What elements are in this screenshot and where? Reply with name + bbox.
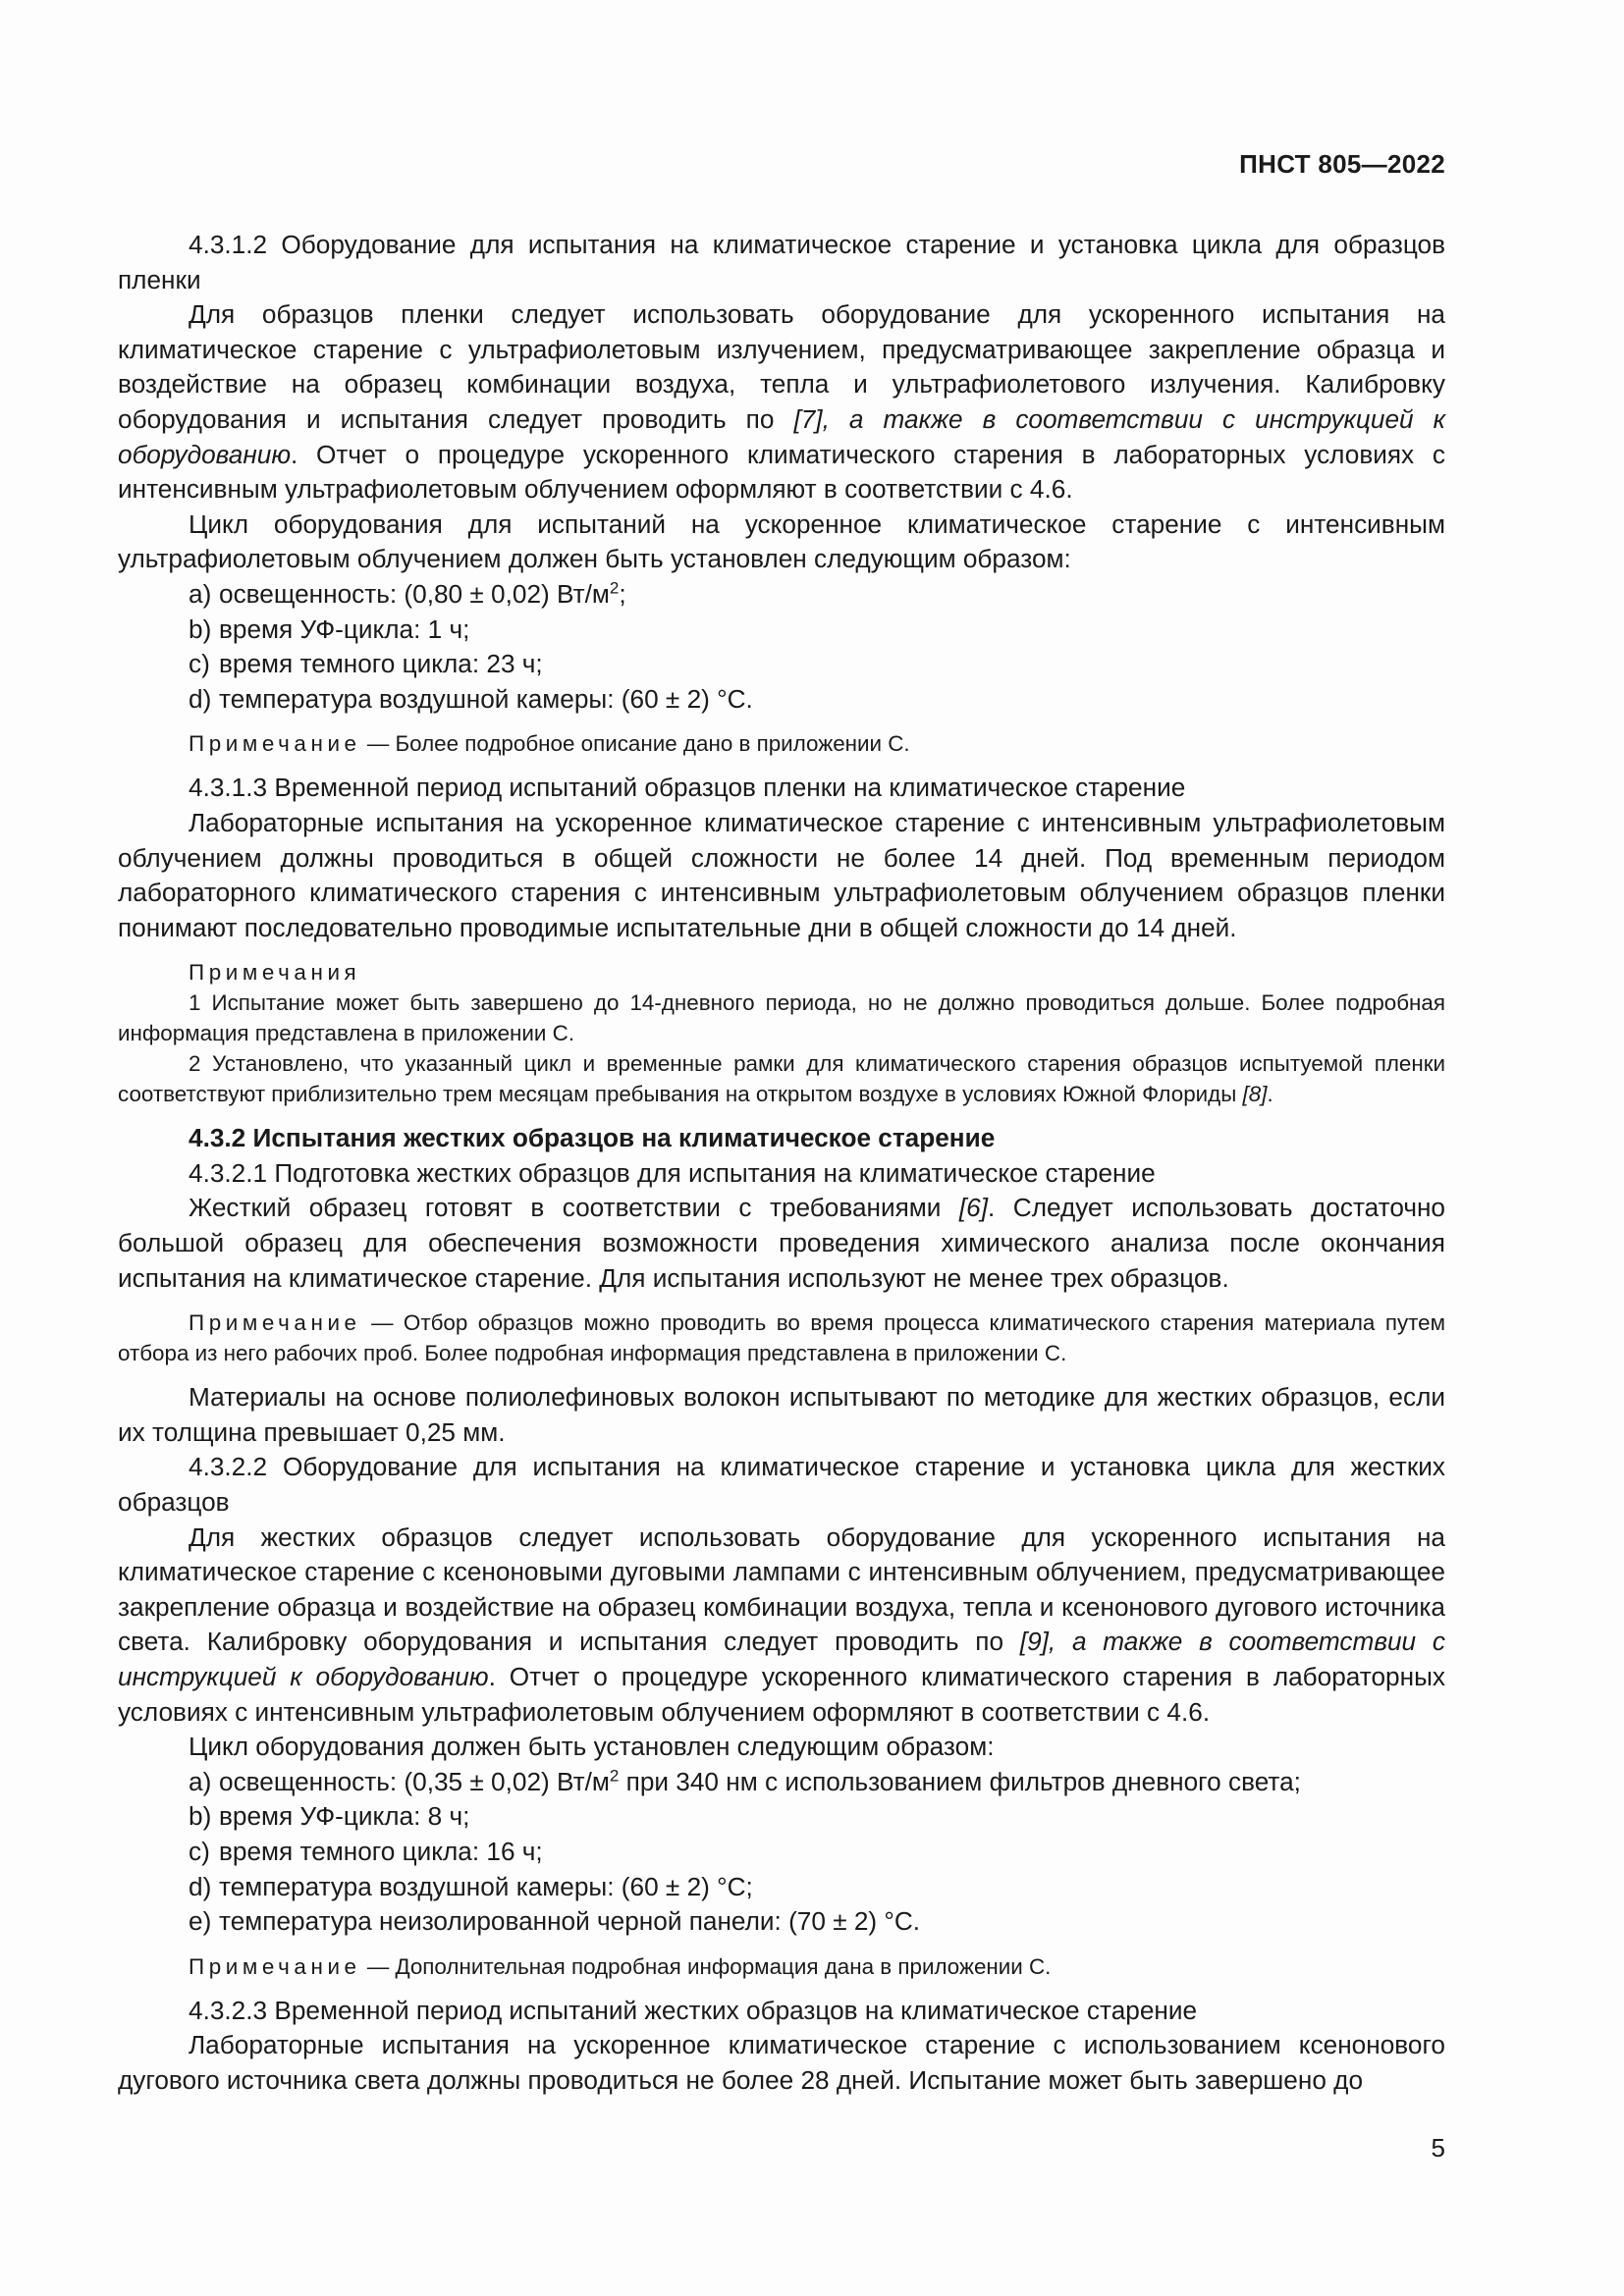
paragraph-text: . Отчет о процедуре ускоренного климатического старения в лабораторных условиях с интенсивным ультрафиолетовым облучением оформляют в соответствии с 4.6. (118, 1662, 1445, 1727)
paragraph-text: Жесткий образец готовят в соответствии с требованиями (189, 1193, 959, 1223)
list-item-a (118, 577, 1445, 613)
reference-link: [8] (1242, 1082, 1268, 1107)
page-number: 5 (1431, 2133, 1445, 2163)
section-4-3-1-3-paragraph-1: Лабораторные испытания на ускоренное климатическое старение с интенсивным ультрафиолетовым облучением должны проводиться в общей сложности не более 14 дней. Под временным периодом лабораторного климатического старения с интенсивным ультрафиолетовым облучением образцов пленки понимают последовательно проводимые испытательные дни в общей сложности до 14 дней. (118, 807, 1445, 942)
list-label: d) (189, 683, 212, 714)
section-4-3-1-2-paragraph-1 (118, 297, 1445, 507)
superscript: 2 (609, 1766, 620, 1786)
note-4-3-2-2 (118, 1951, 1445, 1982)
list-item-e (118, 1904, 1445, 1940)
reference-link: [6] (958, 1193, 989, 1223)
note-text: . (1267, 1082, 1273, 1107)
paragraph-text: Для образцов пленки следует использовать оборудование для ускоренного испытания на климатическое старение с ультрафиолетовым излучением, предусматривающее закрепление образца и воздействие на образец комбинации воздуха, тепла и ультрафиолетового излучения. Калибровку оборудования и испытания следует проводить по (118, 299, 1445, 434)
note-text: 2 Установлено, что указанный цикл и временные рамки для климатического старения образцов испытуемой пленки соответствуют приблизительно трем месяцам пребывания на открытом воздухе в условиях Южной Флориды (118, 1051, 1445, 1107)
list-text: время темного цикла: 23 ч; (219, 649, 543, 679)
list-label: b) (189, 1801, 212, 1832)
list-label: e) (189, 1906, 212, 1937)
list-item-d (118, 682, 1445, 718)
note-text: — Более подробное описание дано в приложении С. (360, 731, 910, 757)
note-label: Примечание (189, 731, 361, 757)
list-item-a (118, 1765, 1445, 1800)
list-label: d) (189, 1871, 212, 1901)
list-text: время темного цикла: 16 ч; (219, 1836, 543, 1866)
list-label: a) (189, 578, 212, 609)
superscript: 2 (609, 578, 620, 598)
list-text: ; (619, 578, 626, 609)
note-4-3-1-2 (118, 728, 1445, 759)
list-text: время УФ-цикла: 1 ч; (219, 614, 470, 644)
section-4-3-2-1-paragraph-1 (118, 1191, 1445, 1296)
list-item-b (118, 1799, 1445, 1835)
section-4-3-2-1-paragraph-2: Материалы на основе полиолефиновых волокон испытывают по методике для жестких образцов, если их толщина превышает 0,25 мм. (118, 1382, 1445, 1447)
note-item-1: 1 Испытание может быть завершено до 14-дневного периода, но не должно проводиться дольше. Более подробная информация представлена в приложении С. (118, 990, 1445, 1046)
paragraph-text: Для жестких образцов следует использовать оборудование для ускоренного испытания на климатическое старение с ксеноновыми дуговыми лампами с интенсивным облучением, предусматривающее закрепление образца и воздействие на образец комбинации воздуха, тепла и ксенонового дугового источника света. Калибровку оборудования и испытания следует проводить по (118, 1522, 1445, 1657)
note-text: — Отбор образцов можно проводить во время процесса климатического старения материала путем отбора из него рабочих проб. Более подробная информация представлена в приложении С. (118, 1310, 1445, 1366)
section-4-3-2-2-paragraph-1 (118, 1521, 1445, 1731)
list-text: при 340 нм с использованием фильтров дневного света; (619, 1766, 1301, 1796)
paragraph-text: . Отчет о процедуре ускоренного климатического старения в лабораторных условиях с интенсивным ультрафиолетовым облучением оформляют в соответствии с 4.6. (118, 439, 1445, 505)
document-number-header: ПНСТ 805—2022 (1239, 149, 1445, 179)
section-4-3-2-2-title: 4.3.2.2 Оборудование для испытания на климатическое старение и установка цикла для жестких образцов (118, 1452, 1445, 1518)
list-label: c) (189, 1836, 210, 1866)
list-text: освещенность: (0,80 ± 0,02) Вт/м (219, 578, 610, 609)
list-text: температура воздушной камеры: (60 ± 2) °С. (219, 683, 753, 714)
list-item-c (118, 1835, 1445, 1870)
list-label: b) (189, 614, 212, 644)
note-label: Примечание (189, 1310, 361, 1336)
list-label: a) (189, 1766, 212, 1796)
note-text: — Дополнительная подробная информация дана в приложении С. (360, 1953, 1052, 1979)
list-text: температура неизолированной черной панели: (70 ± 2) °С. (219, 1906, 921, 1937)
list-text: время УФ-цикла: 8 ч; (219, 1801, 470, 1832)
note-4-3-2-1 (118, 1308, 1445, 1368)
section-4-3-2-3-paragraph-1: Лабораторные испытания на ускоренное климатическое старение с использованием ксенонового дугового источника света должны проводиться не более 28 дней. Испытание может быть завершено до (118, 2030, 1445, 2095)
section-4-3-2-1-title: 4.3.2.1 Подготовка жестких образцов для испытания на климатическое старение (189, 1157, 1156, 1188)
note-label: Примечание (189, 1953, 361, 1979)
list-item-c (118, 647, 1445, 682)
reference-link: [9], а также в соответствии с инструкцией к оборудованию (118, 1627, 1445, 1691)
notes-label-text: Примечания (189, 960, 361, 986)
list-label: c) (189, 649, 210, 679)
section-4-3-2-title: 4.3.2 Испытания жестких образцов на климатическое старение (189, 1123, 996, 1153)
list-text: освещенность: (0,35 ± 0,02) Вт/м (219, 1766, 610, 1796)
list-item-d (118, 1870, 1445, 1905)
paragraph-text: . Следует использовать достаточно большой образец для обеспечения возможности проведения химического анализа после окончания испытания на климатическое старение. Для испытания используют не менее трех образцов. (118, 1193, 1445, 1293)
section-4-3-1-3-title: 4.3.1.3 Временной период испытаний образцов пленки на климатическое старение (189, 773, 1186, 803)
section-4-3-2-2-paragraph-2: Цикл оборудования должен быть установлен следующим образом: (189, 1732, 995, 1762)
section-4-3-1-2-paragraph-2: Цикл оборудования для испытаний на ускоренное климатическое старение с интенсивным ультрафиолетовым облучением должен быть установлен следующим образом: (118, 508, 1445, 574)
note-item-2 (118, 1048, 1445, 1109)
list-text: температура воздушной камеры: (60 ± 2) °С; (219, 1871, 753, 1901)
reference-link: [7], а также в соответствии с инструкцией к оборудованию (118, 403, 1445, 469)
notes-label (118, 957, 1445, 988)
section-4-3-2-3-title: 4.3.2.3 Временной период испытаний жестких образцов на климатическое старение (189, 1995, 1198, 2025)
list-item-b (118, 613, 1445, 648)
notes-4-3-1-3 (118, 957, 1445, 1109)
document-body (118, 228, 1445, 2099)
section-4-3-1-2-title: 4.3.1.2 Оборудование для испытания на климатическое старение и установка цикла для образцов пленки (118, 230, 1445, 294)
